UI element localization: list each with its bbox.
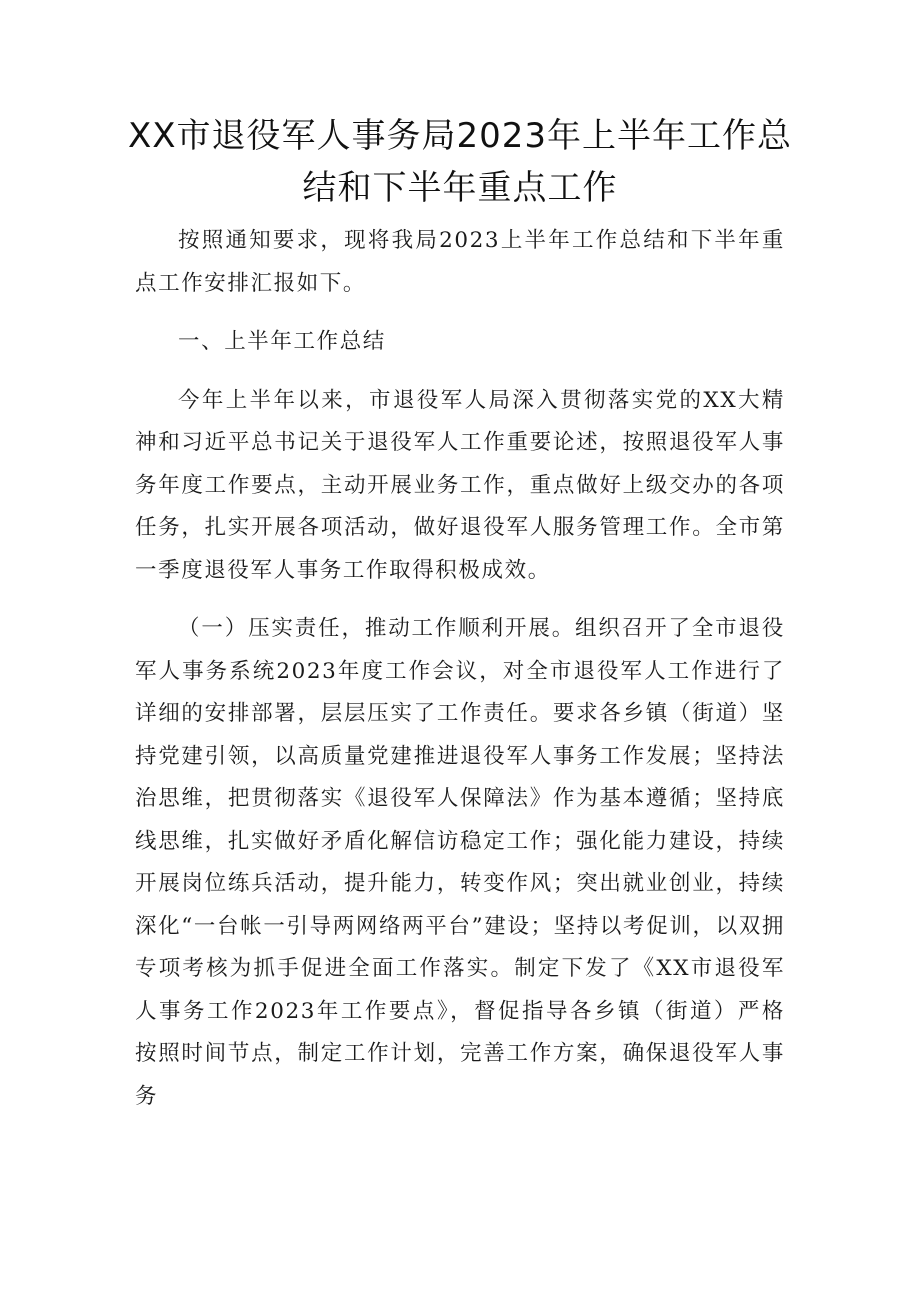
section1-paragraph: 今年上半年以来，市退役军人局深入贯彻落实党的XX大精神和习近平总书记关于退役军人工作重要论述，按照退役军人事务年度工作要点，主动开展业务工作，重点做好上级交办的各项任务，扎实开展各项活动，做好退役军人服务管理工作。全市第一季度退役军人事务工作取得积极成效。: [135, 387, 785, 583]
title-line-2: 结和下半年重点工作: [302, 168, 618, 208]
document-body: [135, 220, 785, 1118]
item1-paragraph: （一）压实责任，推动工作顺利开展。组织召开了全市退役军人事务系统2023年度工作会议，对全市退役军人工作进行了详细的安排部署，层层压实了工作责任。要求各乡镇（街道）坚持党建引领，以高质量党建推进退役军人事务工作发展；坚持法治思维，把贯彻落实《退役军人保障法》作为基本遵循；坚持底线思维，扎实做好矛盾化解信访稳定工作；强化能力建设，持续开展岗位练兵活动，提升能力，转变作风；突出就业创业，持续深化“一台帐一引导两网络两平台”建设；坚持以考促训，以双拥专项考核为抓手促进全面工作落实。制定下发了《XX市退役军人事务工作2023年工作要点》，督促指导各乡镇（街道）严格按照时间节点，制定工作计划，完善工作方案，确保退役军人事务: [135, 616, 785, 1109]
document-title: [110, 110, 810, 214]
section-heading-1: 一、上半年工作总结: [178, 329, 386, 354]
intro-paragraph: 按照通知要求，现将我局2023上半年工作总结和下半年重点工作安排汇报如下。: [135, 228, 785, 296]
title-line-1: XX市退役军人事务局2023年上半年工作总: [127, 116, 793, 156]
